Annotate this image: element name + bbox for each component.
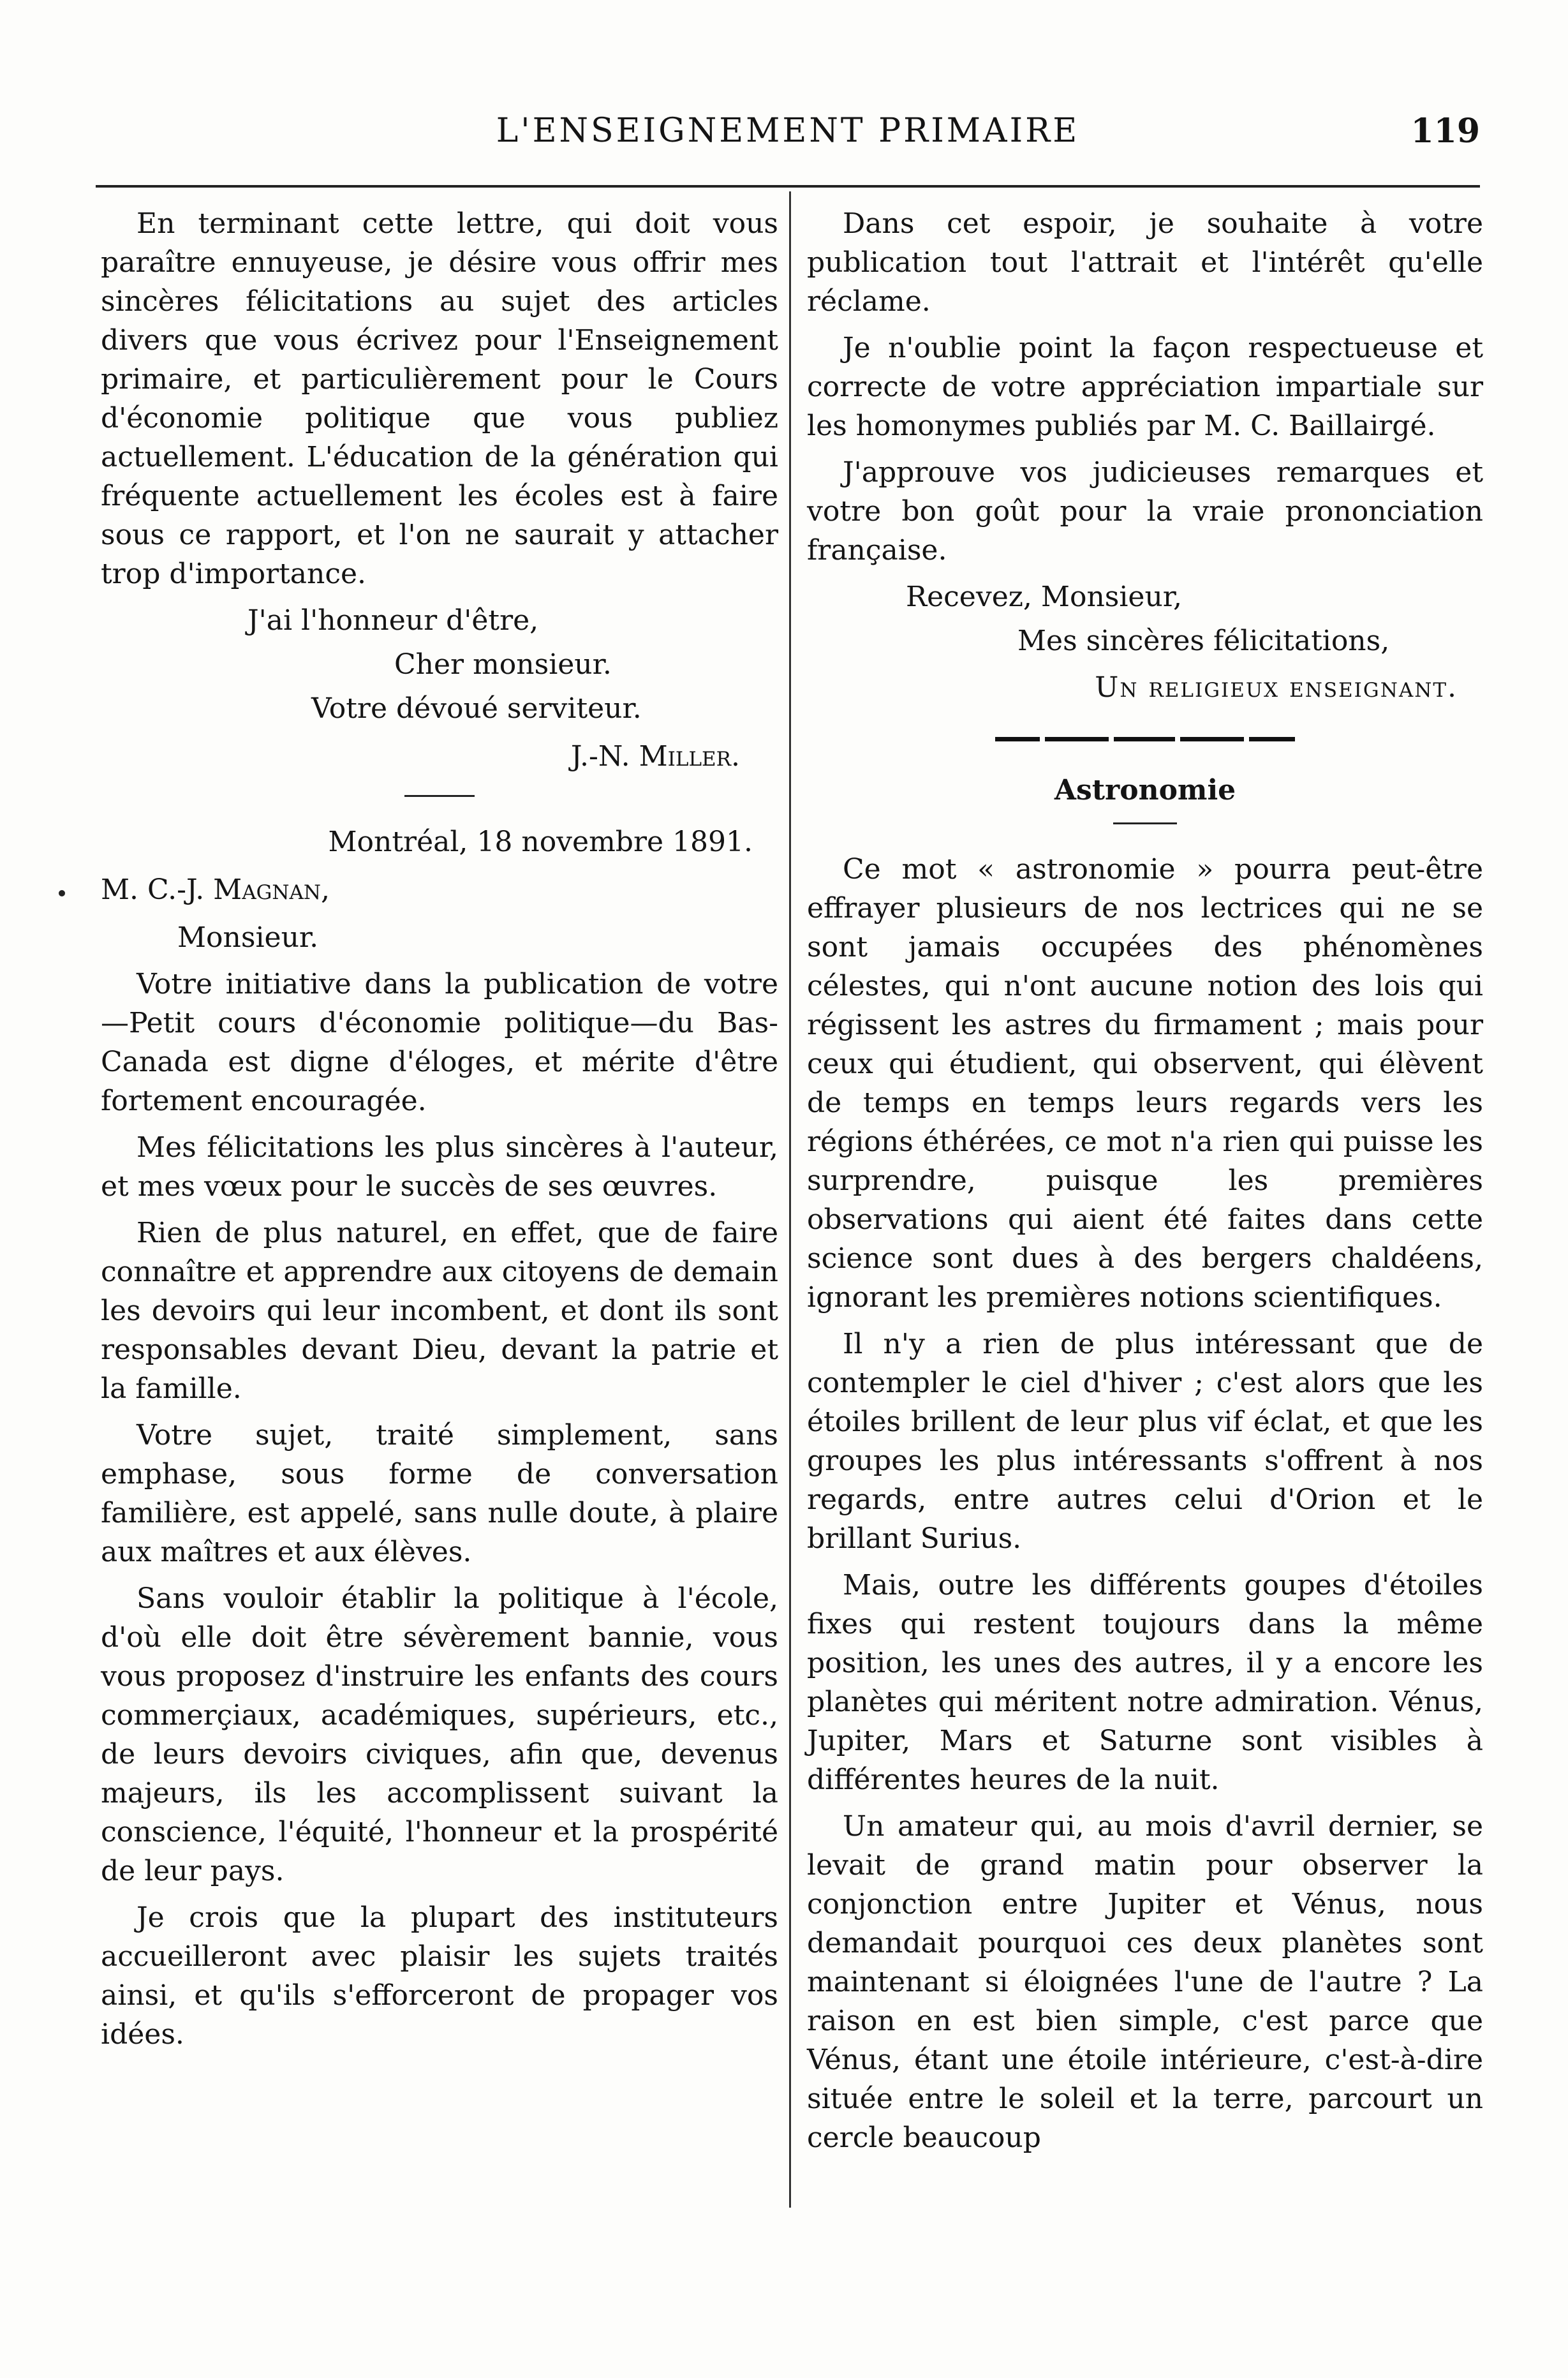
letter-signature: J.-N. Miller. (570, 740, 740, 773)
letter-dateline: Montréal, 18 novembre 1891. (328, 826, 753, 858)
letter-salutation: Monsieur. (177, 921, 319, 954)
page-number: 119 (1410, 112, 1480, 151)
closing-line-2: Cher monsieur. (394, 648, 612, 681)
letter-paragraph: Mes félicitations les plus sincères à l'auteur, et mes vœux pour le succès de ses œuvres. (101, 1131, 778, 1203)
letter-paragraph: Votre initiative dans la publication de votre —Petit cours d'économie politique—du Bas-Canada est digne d'éloges, et mérite d'être fortement encouragée. (101, 968, 778, 1117)
letter-paragraph: Dans cet espoir, je souhaite à votre publication tout l'attrait et l'intérêt qu'elle réclame. (807, 207, 1483, 318)
letter-closing-paragraph: En terminant cette lettre, qui doit vous paraître ennuyeuse, je désire vous offrir mes sincères félicitations au sujet des articles divers que vous écrivez pour l'Enseignement primaire, et particulièrement pour le Cours d'économie politique que vous publiez actuellement. L'éducation de la génération qui fréquente actuellement les écoles est à faire sous ce rapport, et l'on ne saurait y attacher trop d'importance. (101, 207, 778, 590)
closing-line-2: Mes sincères félicitations, (1017, 625, 1390, 657)
letter-paragraph: J'approuve vos judicieuses remarques et votre bon goût pour la vraie prononciation française. (807, 456, 1483, 567)
separator-rule (404, 795, 475, 797)
letter-paragraph: Je crois que la plupart des instituteurs accueilleront avec plaisir les sujets traités ainsi, et qu'ils s'efforceront de propager vos idées. (101, 1901, 778, 2051)
section-title: Astronomie (1054, 774, 1236, 806)
left-column (101, 204, 778, 2062)
article-paragraph: Ce mot « astronomie » pourra peut-être effrayer plusieurs de nos lectrices qui ne se sont jamais occupées des phénomènes célestes, qui n'ont aucune notion des lois qui régissent les astres du firmament ; mais pour ceux qui étudient, qui observent, qui élèvent de temps en temps leurs regards vers les régions éthérées, ce mot n'a rien qui puisse les surprendre, puisque les premières observations qui aient été faites dans cette science sont dues à des bergers chaldéens, ignorant les premières notions scientifiques. (807, 853, 1483, 1314)
closing-line-1: J'ai l'honneur d'être, (248, 604, 539, 637)
article-paragraph: Un amateur qui, au mois d'avril dernier, se levait de grand matin pour observer la conjonction entre Jupiter et Vénus, nous demandait pourquoi ces deux planètes sont maintenant si éloignées l'une de l'autre ? La raison en est bien simple, c'est parce que Vénus, étant une étoile intérieure, c'est-à-dire située entre le soleil et la terre, parcourt un cercle beaucoup (807, 1810, 1483, 2154)
letter-paragraph: Sans vouloir établir la politique à l'école, d'où elle doit être sévèrement bannie, vous vous proposez d'instruire les enfants des cours commerçiaux, académiques, supérieurs, etc., de leurs devoirs civiques, afin que, devenus majeurs, ils les accomplissent suivant la conscience, l'équité, l'honneur et la prospérité de leur pays. (101, 1582, 778, 1887)
letter-paragraph: Je n'oublie point la façon respectueuse et correcte de votre appréciation impartiale sur les homonymes publiés par M. C. Baillairgé. (807, 332, 1483, 442)
separator-rule (1113, 822, 1177, 824)
header-rule (96, 185, 1480, 188)
letter-paragraph: Rien de plus naturel, en effet, que de faire connaître et apprendre aux citoyens de demain les devoirs qui leur incombent, et dont ils sont responsables devant Dieu, devant la patrie et la famille. (101, 1217, 778, 1405)
ornamental-rule (995, 732, 1295, 745)
article-paragraph: Il n'y a rien de plus intéressant que de contempler le ciel d'hiver ; c'est alors que les étoiles brillent de leur plus vif éclat, et que les groupes les plus intéressants s'offrent à nos regards, entre autres celui d'Orion et le brillant Surius. (807, 1328, 1483, 1555)
closing-line-3: Votre dévoué serviteur. (311, 692, 642, 725)
right-column (807, 204, 1483, 2165)
letter-paragraph: Votre sujet, traité simplement, sans emphase, sous forme de conversation familière, est appelé, sans nulle doute, à plaire aux maîtres et aux élèves. (101, 1419, 778, 1568)
running-header (96, 112, 1480, 163)
letter-signature: Un religieux enseignant. (1095, 671, 1458, 704)
article-paragraph: Mais, outre les différents goupes d'étoiles fixes qui restent toujours dans la même position, les unes des autres, il y a encore les planètes qui méritent notre admiration. Vénus, Jupiter, Mars et Saturne sont visibles à différentes heures de la nuit. (807, 1569, 1483, 1796)
print-speck (59, 890, 65, 896)
letter-addressee: M. C.-J. Magnan, (101, 873, 330, 906)
running-title: L'ENSEIGNEMENT PRIMAIRE (496, 112, 1080, 150)
column-divider (789, 191, 791, 2208)
closing-line-1: Recevez, Monsieur, (906, 581, 1182, 613)
